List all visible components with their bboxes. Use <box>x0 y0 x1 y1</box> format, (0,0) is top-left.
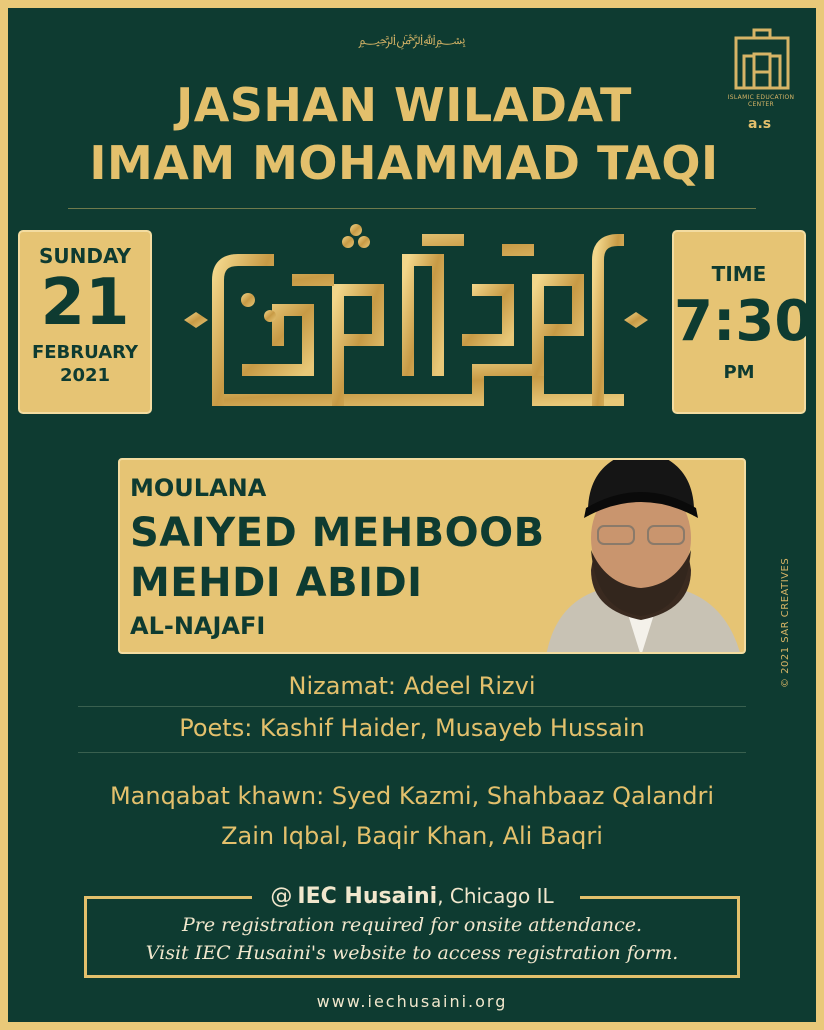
registration-note-line2: Visit IEC Husaini's website to access registration form. <box>145 942 679 964</box>
registration-note-line1: Pre registration required for onsite attendance. <box>181 914 643 936</box>
date-day: SUNDAY <box>38 244 132 268</box>
calligraphy-artwork <box>178 220 654 430</box>
speaker-card <box>118 458 746 654</box>
venue-line <box>8 884 816 909</box>
time-label: TIME <box>711 262 767 286</box>
divider <box>78 752 746 753</box>
time-panel <box>672 230 814 414</box>
venue-city: , Chicago IL <box>437 884 554 908</box>
venue-at: @ <box>270 884 293 909</box>
date-number: 21 <box>40 266 130 340</box>
manqabat-line2: Zain Iqbal, Baqir Khan, Ali Baqri <box>221 822 603 850</box>
divider <box>78 706 746 707</box>
event-title-line1: JASHAN WILADAT <box>176 78 632 132</box>
manqabat-line1: Manqabat khawn: Syed Kazmi, Shahbaaz Qalandri <box>109 782 715 810</box>
time-value: 7:30 <box>674 289 814 354</box>
honorific: a.s <box>748 116 772 132</box>
date-year: 2021 <box>59 365 111 386</box>
website-link[interactable]: www.iechusaini.org <box>316 992 508 1011</box>
speaker-name-line1: SAIYED MEHBOOB <box>130 510 545 556</box>
event-title-line2: IMAM MOHAMMAD TAQI <box>89 136 719 190</box>
date-month: FEBRUARY <box>31 342 139 363</box>
speaker-name-line2: MEHDI ABIDI <box>130 560 423 606</box>
logo-caption: ISLAMIC EDUCATION CENTER <box>727 94 795 108</box>
title-divider <box>68 208 756 209</box>
nizamat-line: Nizamat: Adeel Rizvi <box>288 672 536 700</box>
poster <box>8 8 816 1022</box>
poets-line: Poets: Kashif Haider, Musayeb Hussain <box>179 714 645 742</box>
design-credit: © 2021 SAR CREATIVES <box>780 557 791 688</box>
date-panel <box>18 230 152 414</box>
speaker-suffix: AL-NAJAFI <box>130 612 266 640</box>
venue-name: IEC Husaini <box>297 884 438 909</box>
time-period: PM <box>723 362 755 383</box>
speaker-title: MOULANA <box>130 474 267 502</box>
speaker-portrait <box>536 458 746 654</box>
bismillah-calligraphy: ﷽ <box>358 32 466 48</box>
